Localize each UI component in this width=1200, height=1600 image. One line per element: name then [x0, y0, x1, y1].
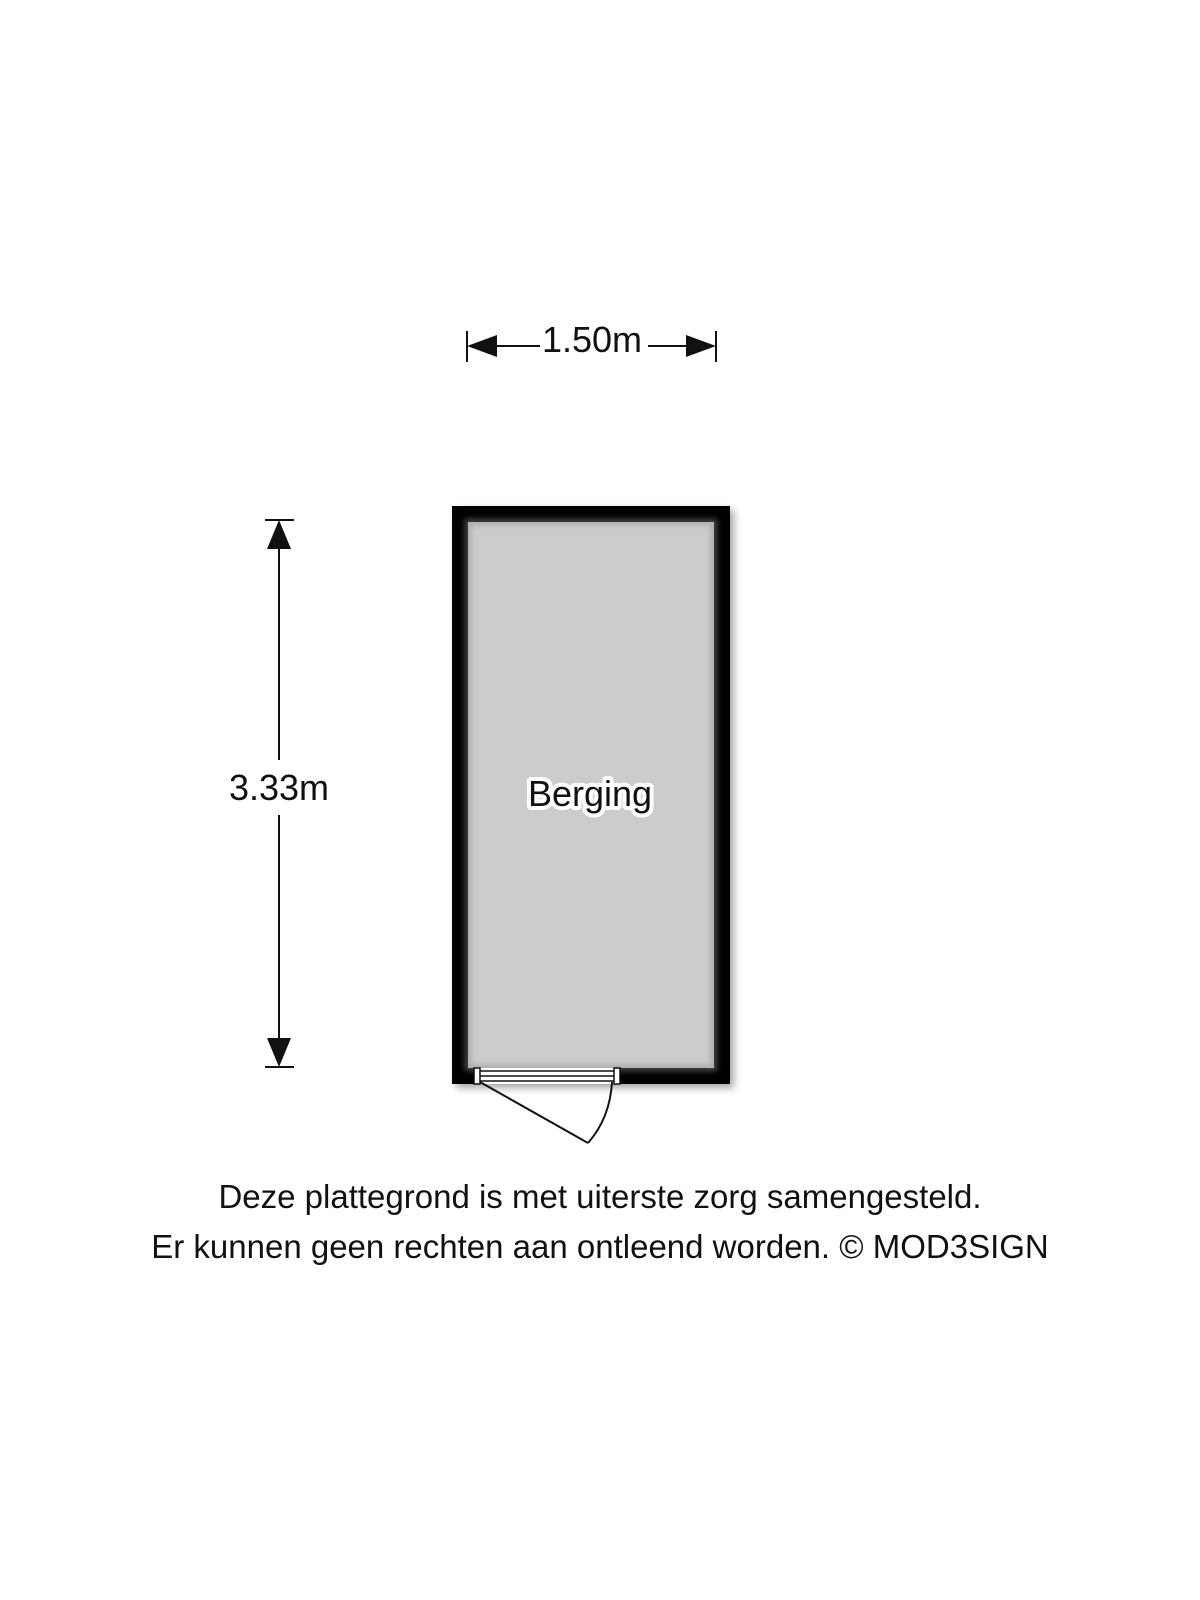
- width-label: 1.50m: [541, 319, 643, 360]
- door-leaf: [480, 1082, 588, 1143]
- disclaimer-line-1: Deze plattegrond is met uiterste zorg samengesteld.: [218, 1178, 982, 1215]
- door-arc: [588, 1082, 612, 1143]
- room-berging: [452, 506, 730, 1084]
- width-arrow-left-icon: [467, 335, 497, 357]
- door-swing-icon: [474, 1068, 620, 1143]
- height-arrow-top-icon: [267, 520, 291, 549]
- door-frame-right: [614, 1068, 620, 1084]
- height-label: 3.33m: [228, 767, 330, 808]
- room-label: Berging: [527, 773, 653, 814]
- disclaimer-line-2: Er kunnen geen rechten aan ontleend worden. © MOD3SIGN: [151, 1228, 1049, 1265]
- door-frame-left: [474, 1068, 480, 1084]
- height-arrow-bottom-icon: [267, 1038, 291, 1067]
- height-dimension: [229, 520, 329, 1067]
- width-dimension: [467, 319, 716, 362]
- width-arrow-right-icon: [686, 335, 716, 357]
